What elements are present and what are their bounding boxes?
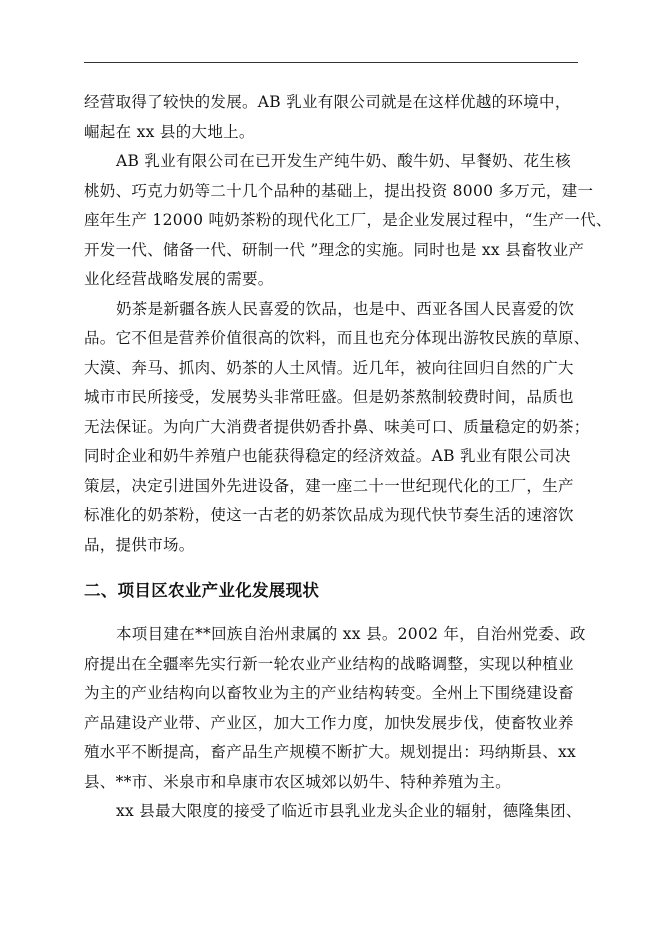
section-heading: 二、项目区农业产业化发展现状 bbox=[84, 581, 320, 600]
text-line bbox=[84, 295, 580, 325]
paragraph bbox=[84, 797, 580, 827]
line-text: 崛起在 xx 县的大地上。 bbox=[84, 122, 255, 141]
text-line bbox=[84, 265, 580, 295]
paragraph bbox=[84, 620, 586, 797]
text-line bbox=[84, 531, 580, 561]
paragraph bbox=[84, 295, 590, 561]
line-text: 奶茶是新疆各族人民喜爱的饮品，也是中、西亚各国人民喜爱的饮 bbox=[116, 299, 575, 318]
text-line bbox=[84, 797, 580, 827]
document-body bbox=[84, 88, 612, 827]
text-line bbox=[84, 118, 580, 148]
paragraphs-after bbox=[84, 620, 586, 827]
text-line bbox=[84, 679, 580, 709]
line-text: 同时企业和奶牛养殖户也能获得稳定的经济效益。AB 乳业有限公司决 bbox=[84, 447, 571, 465]
text-line bbox=[84, 501, 580, 531]
header-rule bbox=[84, 62, 578, 63]
text-line bbox=[84, 738, 580, 768]
paragraph bbox=[84, 88, 580, 147]
line-text: 本项目建在**回族自治州隶属的 xx 县。2002 年，自治州党委、政 bbox=[116, 625, 586, 643]
line-text: 座年生产 12000 吨奶茶粉的现代化工厂，是企业发展过程中，“生产一代、 bbox=[84, 211, 612, 229]
line-text: 开发一代、储备一代、研制一代 ”理念的实施。同时也是 xx 县畜牧业产 bbox=[84, 240, 585, 259]
text-line bbox=[84, 177, 594, 207]
text-line bbox=[84, 472, 580, 502]
line-text: AB 乳业有限公司在已开发生产纯牛奶、酸牛奶、早餐奶、花生核 bbox=[116, 152, 572, 170]
text-line bbox=[84, 236, 585, 266]
line-text: 标准化的奶茶粉，使这一古老的奶茶饮品成为现代快节奏生活的速溶饮 bbox=[84, 506, 574, 524]
line-text: 府提出在全疆率先实行新一轮农业产业结构的战略调整，实现以种植业 bbox=[84, 654, 574, 673]
text-line bbox=[84, 147, 580, 177]
line-text: 经营取得了较快的发展。AB 乳业有限公司就是在这样优越的环境中， bbox=[84, 93, 571, 111]
line-text: 业化经营战略发展的需要。 bbox=[84, 270, 274, 288]
line-text: 大漠、奔马、抓肉、奶茶的人土风情。近几年，被向往回归自然的广大 bbox=[84, 358, 574, 377]
line-text: 品，提供市场。 bbox=[84, 535, 195, 554]
line-text: 县、**市、米泉市和阜康市农区城郊以奶牛、特种养殖为主。 bbox=[84, 772, 511, 791]
line-text: 城市市民所接受，发展势头非常旺盛。但是奶茶熬制较费时间，品质也 bbox=[84, 388, 574, 406]
text-line bbox=[84, 650, 580, 680]
text-line bbox=[84, 354, 580, 384]
text-line bbox=[84, 324, 590, 354]
text-line bbox=[84, 383, 580, 413]
paragraph bbox=[84, 147, 612, 295]
line-text: 品。它不但是营养价值很高的饮料，而且也充分体现出游牧民族的草原、 bbox=[84, 329, 590, 347]
line-text: 桃奶、巧克力奶等二十几个品种的基础上，提出投资 8000 多万元，建一 bbox=[84, 181, 594, 200]
line-text: xx 县最大限度的接受了临近市县乳业龙头企业的辐射，德隆集团、 bbox=[116, 802, 582, 820]
text-line bbox=[84, 442, 580, 472]
text-line bbox=[84, 206, 612, 236]
paragraphs-before bbox=[84, 88, 612, 560]
line-text: 产品建设产业带、产业区，加大工作力度，加快发展步伐，使畜牧业养 bbox=[84, 713, 574, 732]
text-line bbox=[84, 709, 580, 739]
line-text: 殖水平不断提高，畜产品生产规模不断扩大。规划提出：玛纳斯县、xx bbox=[84, 743, 577, 761]
text-line bbox=[84, 768, 580, 798]
text-line bbox=[84, 620, 586, 650]
text-line bbox=[84, 88, 580, 118]
line-text: 无法保证。为向广大消费者提供奶香扑鼻、味美可口、质量稳定的奶茶； bbox=[84, 417, 590, 436]
text-line bbox=[84, 413, 590, 443]
line-text: 策层，决定引进国外先进设备，建一座二十一世纪现代化的工厂，生产 bbox=[84, 476, 574, 495]
line-text: 为主的产业结构向以畜牧业为主的产业结构转变。全州上下围绕建设畜 bbox=[84, 684, 574, 702]
